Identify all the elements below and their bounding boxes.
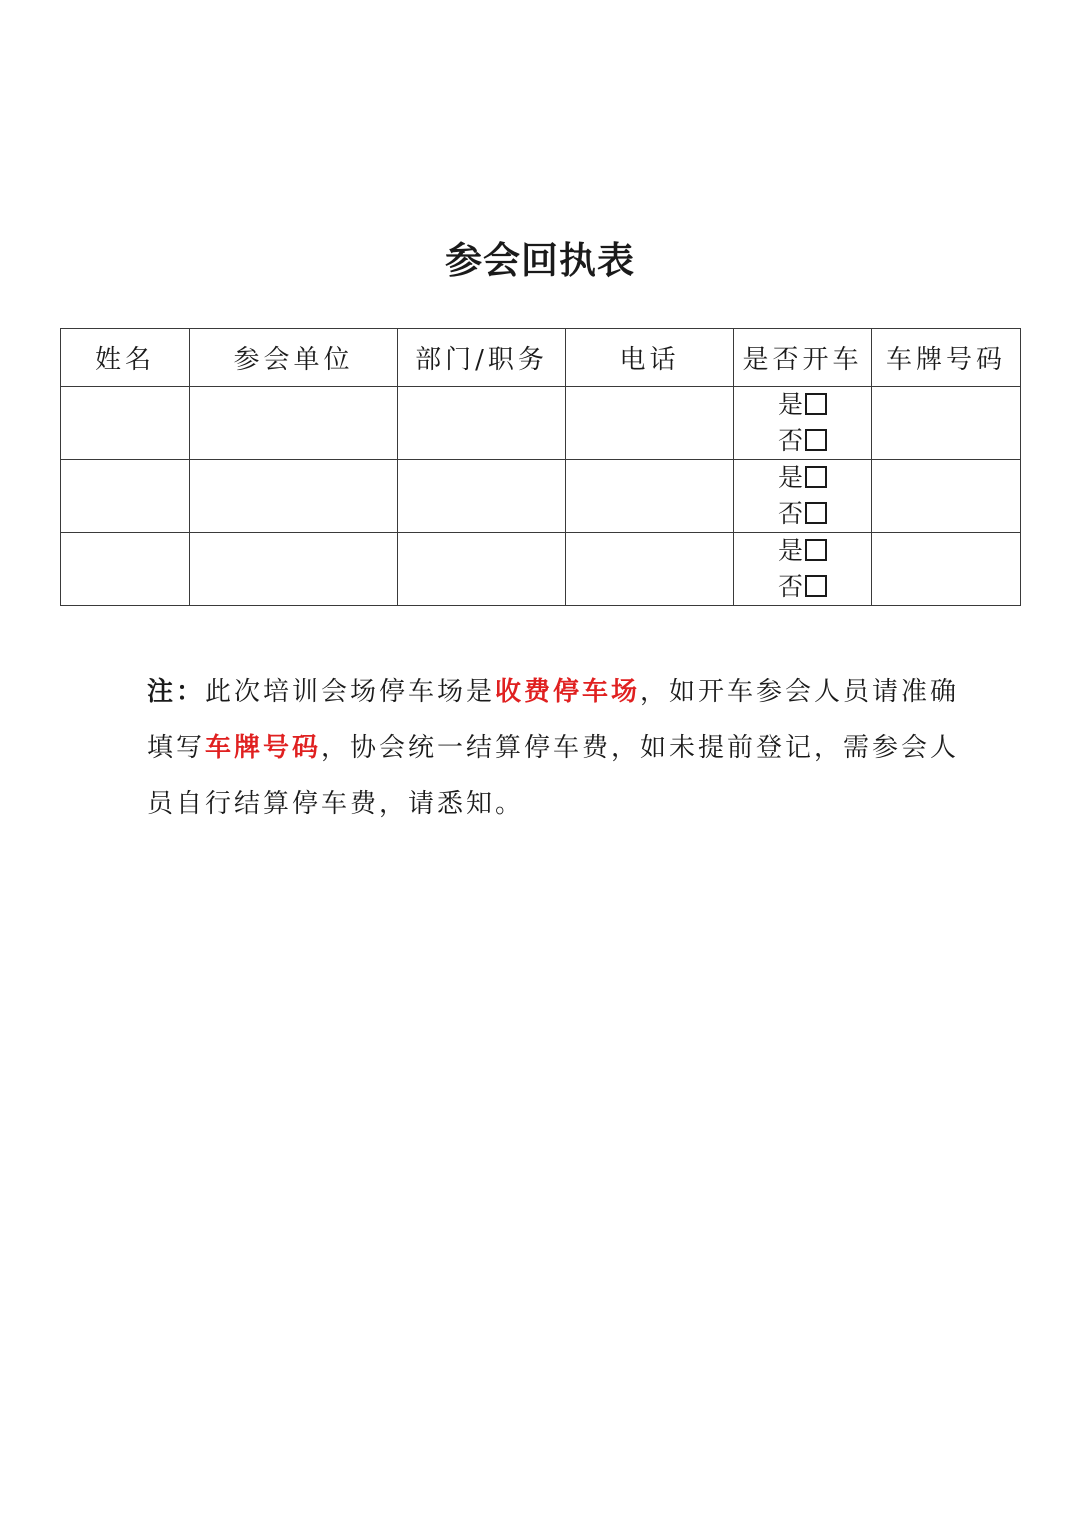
header-phone: 电话: [566, 329, 734, 387]
no-option[interactable]: [734, 423, 871, 459]
header-unit: 参会单位: [190, 329, 398, 387]
note-line-1: [147, 664, 960, 720]
yes-option[interactable]: [734, 387, 871, 423]
department-cell[interactable]: [398, 460, 566, 533]
paid-parking-highlight: 收费停车场: [495, 677, 641, 707]
no-label: 否: [777, 499, 803, 528]
no-label: 否: [777, 572, 803, 601]
no-checkbox[interactable]: [805, 502, 827, 524]
department-cell[interactable]: [398, 533, 566, 606]
driving-choice-cell: [734, 460, 872, 533]
name-cell[interactable]: [61, 533, 190, 606]
no-checkbox[interactable]: [805, 575, 827, 597]
attendance-receipt-table: [60, 328, 1021, 606]
no-option[interactable]: [734, 496, 871, 532]
yes-label: 是: [777, 536, 803, 565]
header-driving: 是否开车: [734, 329, 872, 387]
header-department-position: 部门/职务: [398, 329, 566, 387]
unit-cell[interactable]: [190, 533, 398, 606]
unit-cell[interactable]: [190, 387, 398, 460]
note-label: 注：: [147, 677, 206, 707]
parking-note: [147, 664, 960, 832]
yes-option[interactable]: [734, 533, 871, 569]
unit-cell[interactable]: [190, 460, 398, 533]
no-label: 否: [777, 426, 803, 455]
header-name: 姓名: [61, 329, 190, 387]
department-cell[interactable]: [398, 387, 566, 460]
plate-cell[interactable]: [872, 387, 1021, 460]
plate-cell[interactable]: [872, 460, 1021, 533]
table-row: [61, 533, 1021, 606]
page-title: 参会回执表: [445, 238, 635, 282]
phone-cell[interactable]: [566, 460, 734, 533]
name-cell[interactable]: [61, 460, 190, 533]
no-option[interactable]: [734, 569, 871, 605]
table-row: [61, 387, 1021, 460]
driving-choice-cell: [734, 387, 872, 460]
plate-number-highlight: 车牌号码: [205, 733, 322, 763]
note-text: ，如开车参会人员请准确: [640, 677, 960, 707]
yes-label: 是: [777, 390, 803, 419]
phone-cell[interactable]: [566, 387, 734, 460]
note-text: ，协会统一结算停车费，如未提前登记，需参会人: [321, 733, 960, 763]
plate-cell[interactable]: [872, 533, 1021, 606]
driving-choice-cell: [734, 533, 872, 606]
yes-label: 是: [777, 463, 803, 492]
note-line-3: 员自行结算停车费，请悉知。: [147, 789, 525, 819]
note-text: 此次培训会场停车场是: [205, 677, 496, 707]
note-text: 填写: [147, 733, 206, 763]
yes-option[interactable]: [734, 460, 871, 496]
no-checkbox[interactable]: [805, 429, 827, 451]
phone-cell[interactable]: [566, 533, 734, 606]
yes-checkbox[interactable]: [805, 466, 827, 488]
name-cell[interactable]: [61, 387, 190, 460]
table-header-row: [61, 329, 1021, 387]
yes-checkbox[interactable]: [805, 393, 827, 415]
header-plate-number: 车牌号码: [872, 329, 1021, 387]
note-line-2: [147, 720, 960, 776]
yes-checkbox[interactable]: [805, 539, 827, 561]
table-row: [61, 460, 1021, 533]
